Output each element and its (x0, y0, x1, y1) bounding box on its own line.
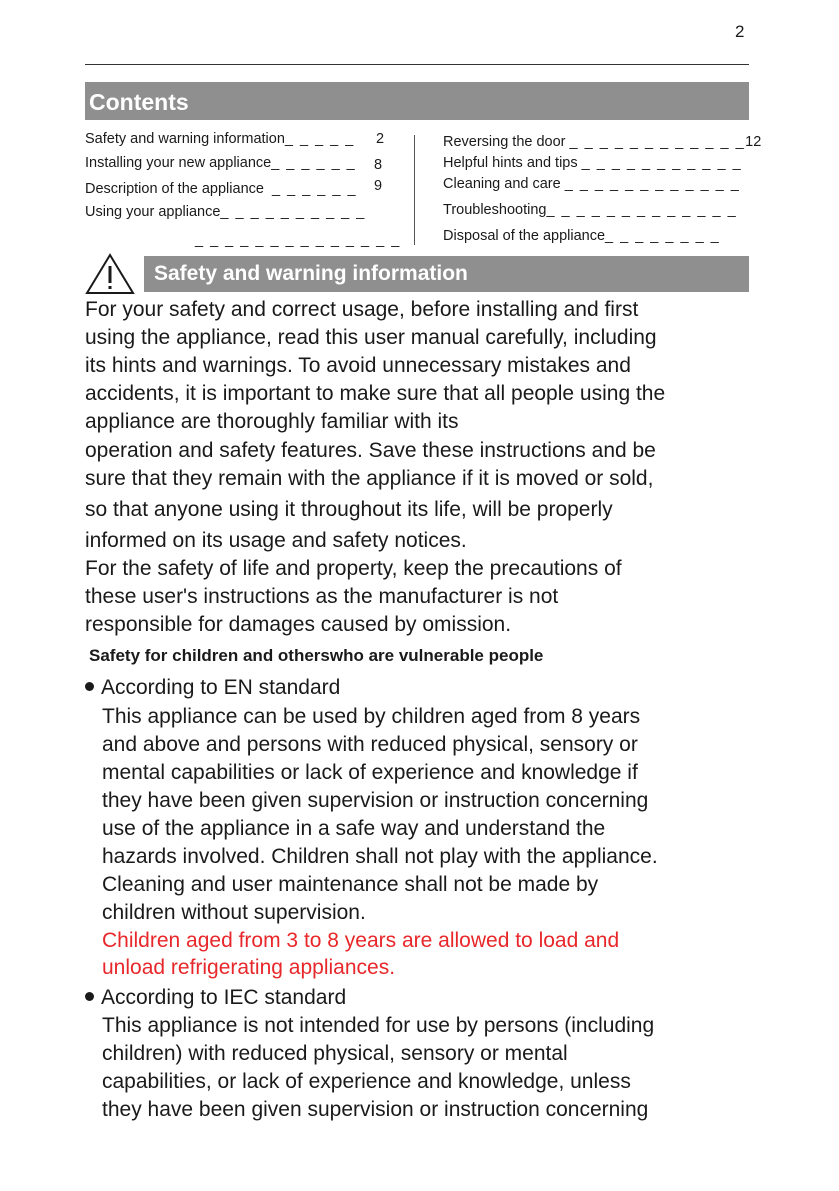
toc-entry[interactable] (443, 202, 737, 218)
text-line: and above and persons with reduced physical, sensory or (102, 733, 638, 756)
text-line: use of the appliance in a safe way and understand the (102, 817, 606, 840)
bullet-icon (85, 992, 94, 1001)
text-line: its hints and warnings. To avoid unnecessary mistakes and (85, 354, 631, 377)
toc-entry-page: 2 (376, 131, 385, 147)
toc-entry[interactable] (85, 181, 357, 197)
text-line: accidents, it is important to make sure that all people using the (85, 382, 666, 405)
toc-leader: _ _ _ _ _ _ _ _ _ _ _ _ _ (546, 202, 738, 218)
toc-entry[interactable] (443, 134, 761, 150)
toc-entry[interactable] (443, 155, 742, 171)
toc-leader: _ _ _ _ _ _ _ _ _ _ _ _ (564, 176, 741, 192)
header-rule (85, 64, 749, 65)
toc-entry-label: Disposal of the appliance (443, 228, 606, 244)
toc-leader: _ _ _ _ _ _ (271, 155, 357, 171)
toc-entry[interactable] (443, 228, 720, 244)
page-number: 2 (735, 22, 745, 41)
warning-text-line: Children aged from 3 to 8 years are allowed to load and (102, 929, 620, 952)
text-line: hazards involved. Children shall not play with the appliance. (102, 845, 658, 868)
toc-leader: _ _ _ _ _ _ (272, 181, 358, 197)
bullet-heading: According to IEC standard (101, 986, 347, 1009)
toc-leader: _ _ _ _ _ _ _ _ _ _ _ _ (569, 134, 746, 150)
children-safety-heading: Safety for children and otherswho are vulnerable people (89, 646, 544, 665)
toc-entry-page: 8 (374, 157, 383, 173)
toc-entry[interactable] (443, 176, 740, 192)
toc-leader: _ _ _ _ _ _ _ _ _ _ _ _ _ _ (195, 232, 401, 248)
toc-leader: _ _ _ _ _ _ _ _ _ _ (220, 204, 366, 220)
toc-entry-label: Safety and warning information (85, 131, 285, 147)
text-line: informed on its usage and safety notices. (85, 529, 467, 552)
section-title: Safety and warning information (144, 256, 749, 292)
text-line: these user's instructions as the manufacturer is not (85, 585, 559, 608)
warning-text-line: unload refrigerating appliances. (102, 956, 396, 979)
text-line: they have been given supervision or instruction concerning (102, 789, 649, 812)
toc-entry[interactable] (85, 204, 366, 220)
text-line: so that anyone using it throughout its life, will be properly (85, 498, 613, 521)
text-line: For your safety and correct usage, before installing and first (85, 298, 639, 321)
toc-leader: _ _ _ _ _ _ _ _ (605, 228, 721, 244)
text-line: This appliance can be used by children aged from 8 years (102, 705, 641, 728)
text-line: appliance are thoroughly familiar with its (85, 410, 459, 433)
toc-entry-label: Troubleshooting (443, 202, 547, 218)
toc-entry-page: 9 (374, 178, 383, 194)
bullet-icon (85, 682, 94, 691)
toc-entry-label: Cleaning and care (443, 176, 561, 192)
toc-entry-page: 12 (745, 134, 762, 150)
toc-divider (414, 135, 415, 245)
text-line: This appliance is not intended for use by persons (including (102, 1014, 655, 1037)
text-line: using the appliance, read this user manual carefully, including (85, 326, 657, 349)
toc-entry[interactable] (85, 131, 355, 147)
contents-title: Contents (85, 82, 749, 120)
bullet-heading: According to EN standard (101, 676, 341, 699)
bullet-en-standard (85, 676, 340, 700)
text-line: capabilities, or lack of experience and knowledge, unless (102, 1070, 631, 1093)
warning-triangle-icon (85, 253, 135, 295)
bullet-iec-standard (85, 986, 346, 1010)
text-line: sure that they remain with the appliance if it is moved or sold, (85, 467, 654, 490)
text-line: Cleaning and user maintenance shall not be made by (102, 873, 599, 896)
text-line: they have been given supervision or instruction concerning (102, 1098, 649, 1121)
text-line: responsible for damages caused by omission. (85, 613, 512, 636)
text-line: children) with reduced physical, sensory or mental (102, 1042, 568, 1065)
toc-entry-label: Reversing the door (443, 134, 566, 150)
toc-entry-label: Helpful hints and tips (443, 155, 578, 171)
toc-leader: _ _ _ _ _ (284, 131, 355, 147)
toc-leader: _ _ _ _ _ _ _ _ _ _ _ (581, 155, 743, 171)
text-line: mental capabilities or lack of experience and knowledge if (102, 761, 638, 784)
text-line: children without supervision. (102, 901, 366, 924)
toc-entry-label: Description of the appliance (85, 181, 264, 197)
toc-entry[interactable] (85, 155, 356, 171)
toc-entry-label: Using your appliance (85, 204, 221, 220)
text-line: For the safety of life and property, keep the precautions of (85, 557, 622, 580)
toc-entry-label: Installing your new appliance (85, 155, 272, 171)
toc-continuation (195, 232, 401, 248)
text-line: operation and safety features. Save these instructions and be (85, 439, 656, 462)
